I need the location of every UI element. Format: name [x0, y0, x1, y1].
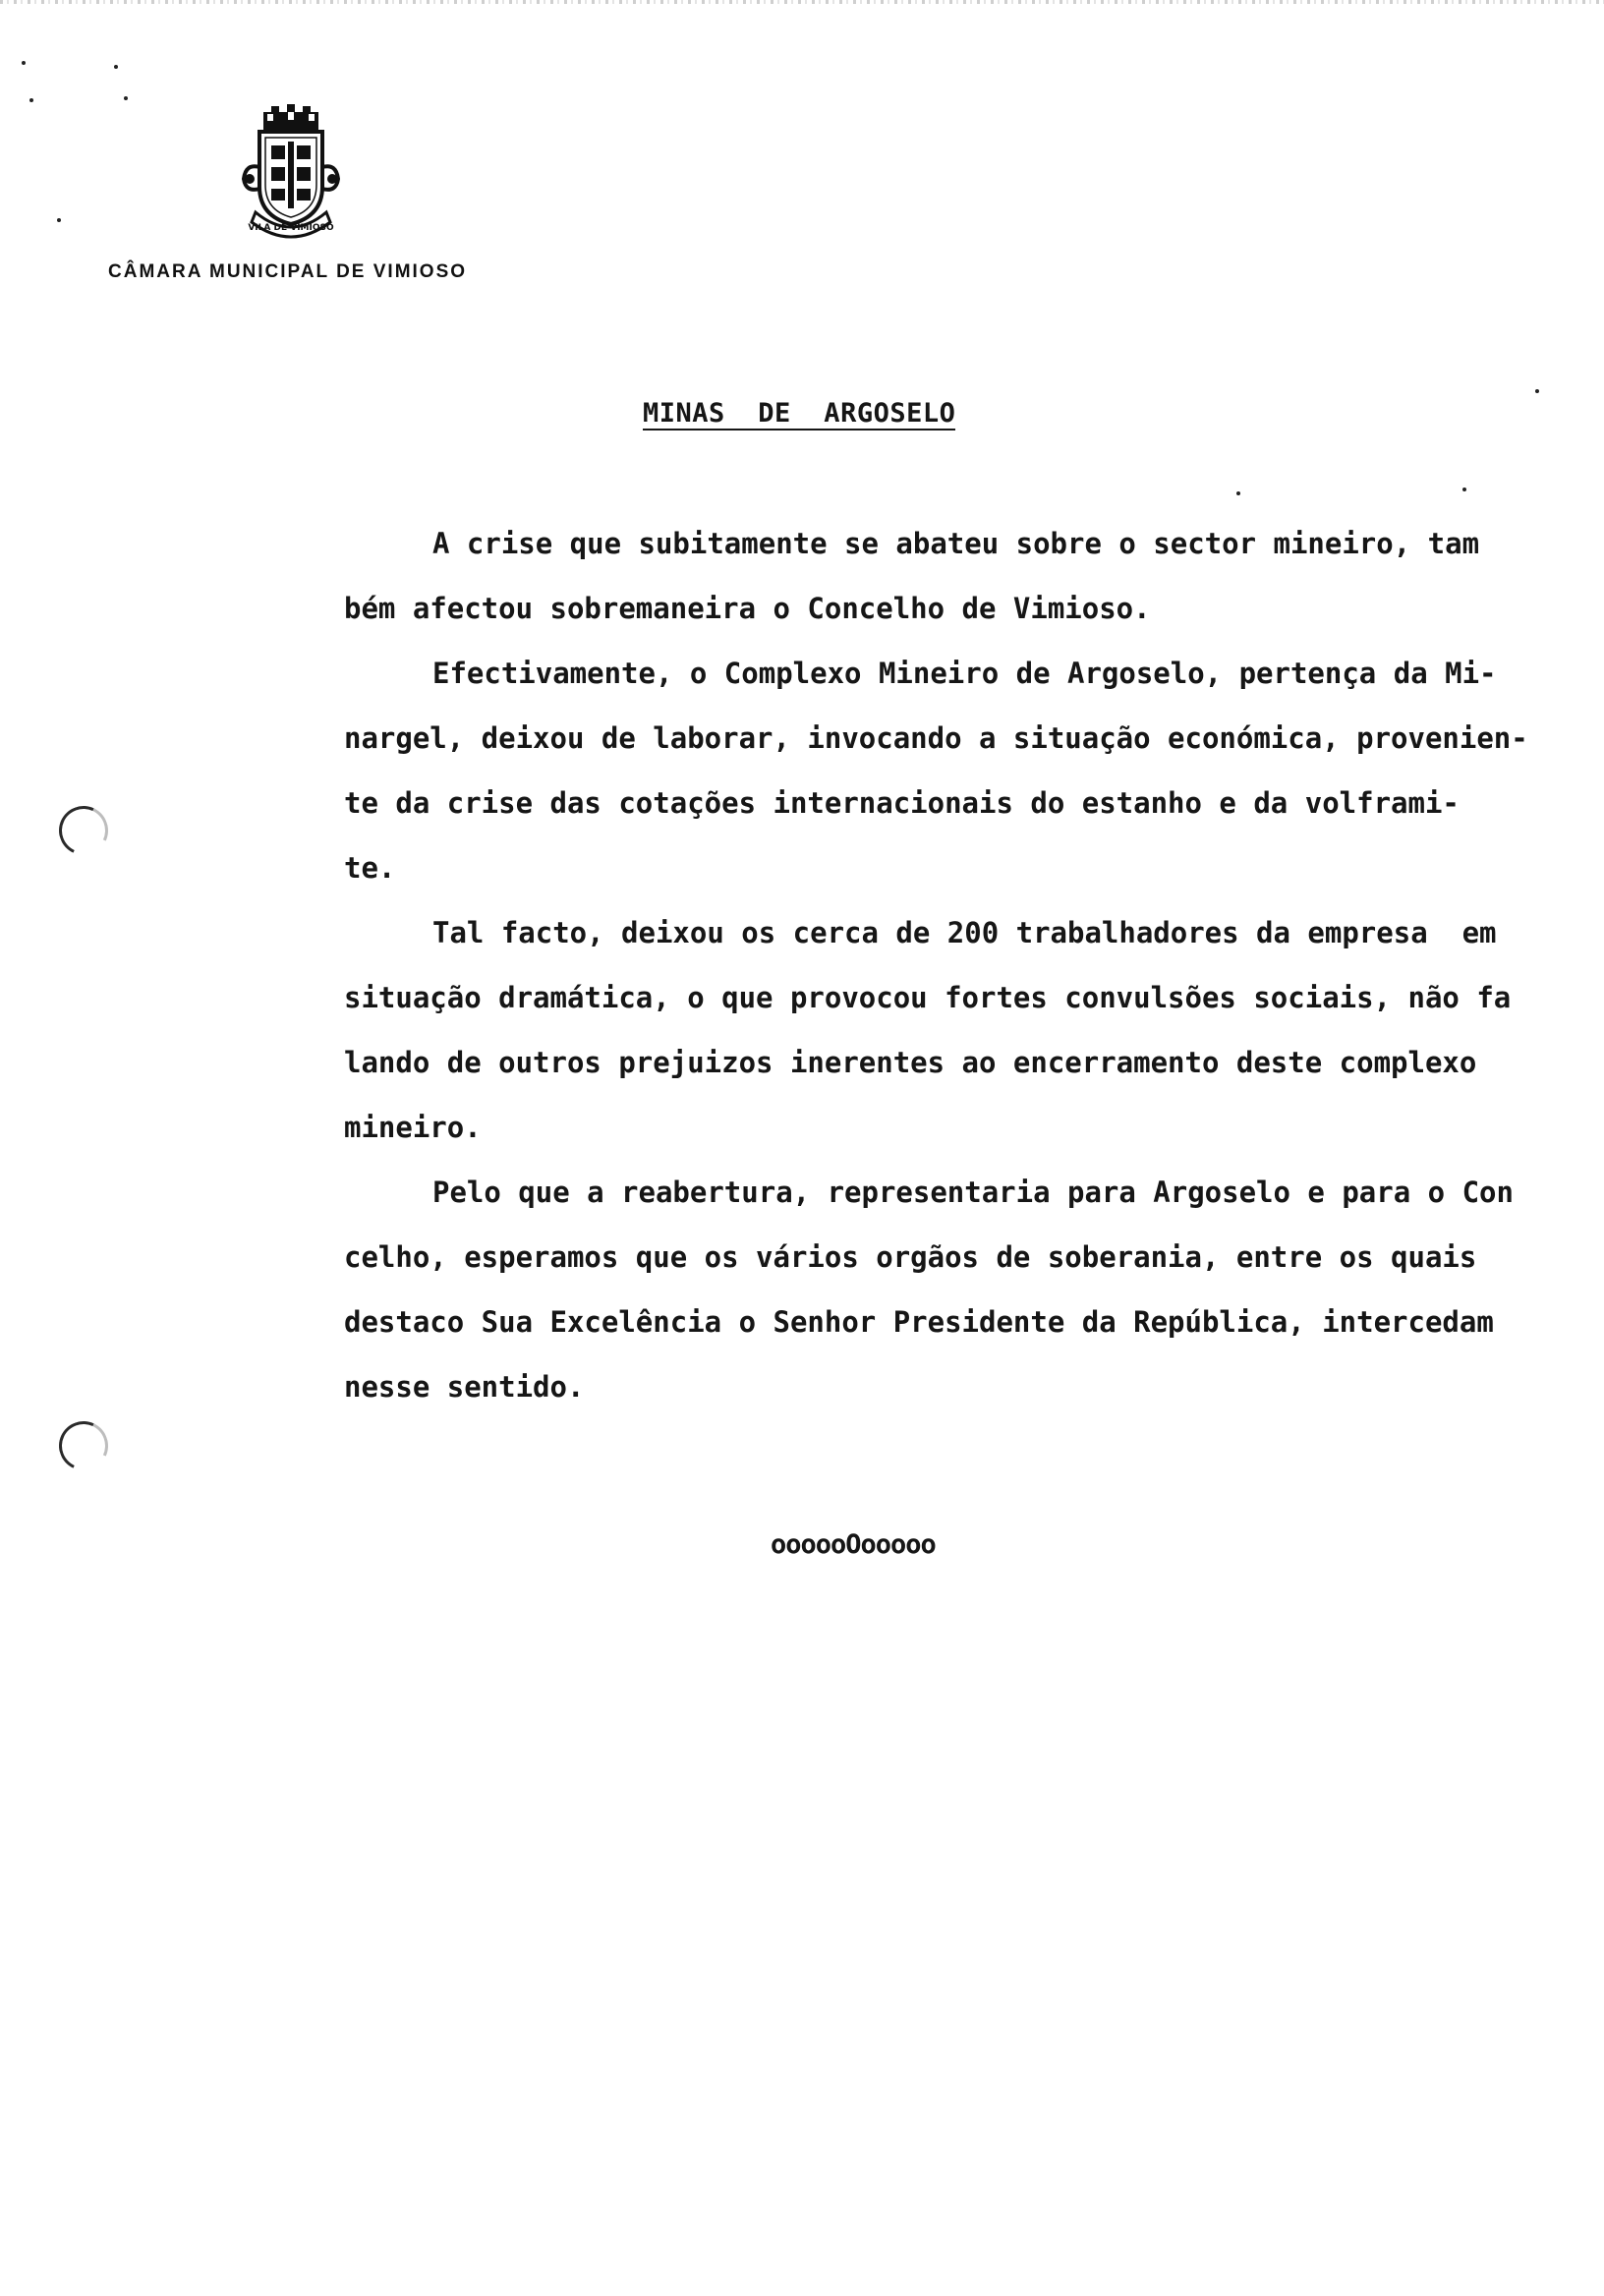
scan-speck	[114, 65, 118, 69]
document-title: MINAS DE ARGOSELO	[643, 398, 956, 429]
municipal-coat-of-arms-logo	[212, 98, 370, 246]
paragraph-line: Tal facto, deixou os cerca de 200 trabalhadores da empresa em	[432, 916, 1497, 949]
scan-speck	[1236, 491, 1240, 495]
paragraph-2	[344, 657, 1543, 916]
paragraph-line: lando de outros prejuizos inerentes ao encerramento deste complexo	[344, 1046, 1477, 1079]
scan-speck	[57, 218, 61, 222]
council-name: CÂMARA MUNICIPAL DE VIMIOSO	[108, 261, 468, 282]
scan-speck	[124, 96, 128, 100]
paragraph-line: bém afectou sobremaneira o Concelho de Vimioso.	[344, 592, 1151, 625]
paragraph-line: situação dramática, o que provocou fortes convulsões sociais, não fa	[344, 981, 1512, 1014]
document-body	[344, 527, 1543, 1435]
scan-top-edge	[0, 0, 1604, 4]
paragraph-line: mineiro.	[344, 1111, 482, 1144]
paragraph-1	[344, 527, 1543, 657]
punch-hole-mark	[52, 799, 115, 862]
paragraph-line: destaco Sua Excelência o Senhor Presidente da República, intercedam	[344, 1305, 1494, 1339]
paragraph-line: Efectivamente, o Complexo Mineiro de Argoselo, pertença da Mi-	[432, 657, 1497, 690]
paragraph-3	[344, 916, 1543, 1176]
letterhead	[98, 98, 491, 295]
paragraph-line: nargel, deixou de laborar, invocando a situação económica, provenien-	[344, 721, 1528, 755]
punch-hole-mark	[52, 1414, 115, 1477]
scan-speck	[22, 61, 26, 65]
end-separator: oooooOooooo	[771, 1529, 936, 1560]
paragraph-line: te da crise das cotações internacionais do estanho e da volframi-	[344, 786, 1460, 820]
paragraph-line: te.	[344, 851, 396, 885]
scan-speck	[29, 98, 33, 102]
paragraph-line: celho, esperamos que os vários orgãos de soberania, entre os quais	[344, 1240, 1477, 1274]
paragraph-line: nesse sentido.	[344, 1370, 585, 1404]
paragraph-line: Pelo que a reabertura, representaria para Argoselo e para o Con	[432, 1176, 1514, 1209]
scan-speck	[1535, 389, 1539, 393]
scan-speck	[1462, 488, 1466, 491]
logo-motto: VILA DE VIMIOSO	[248, 223, 334, 233]
paragraph-4	[344, 1176, 1543, 1435]
paragraph-line: A crise que subitamente se abateu sobre o sector mineiro, tam	[432, 527, 1480, 560]
